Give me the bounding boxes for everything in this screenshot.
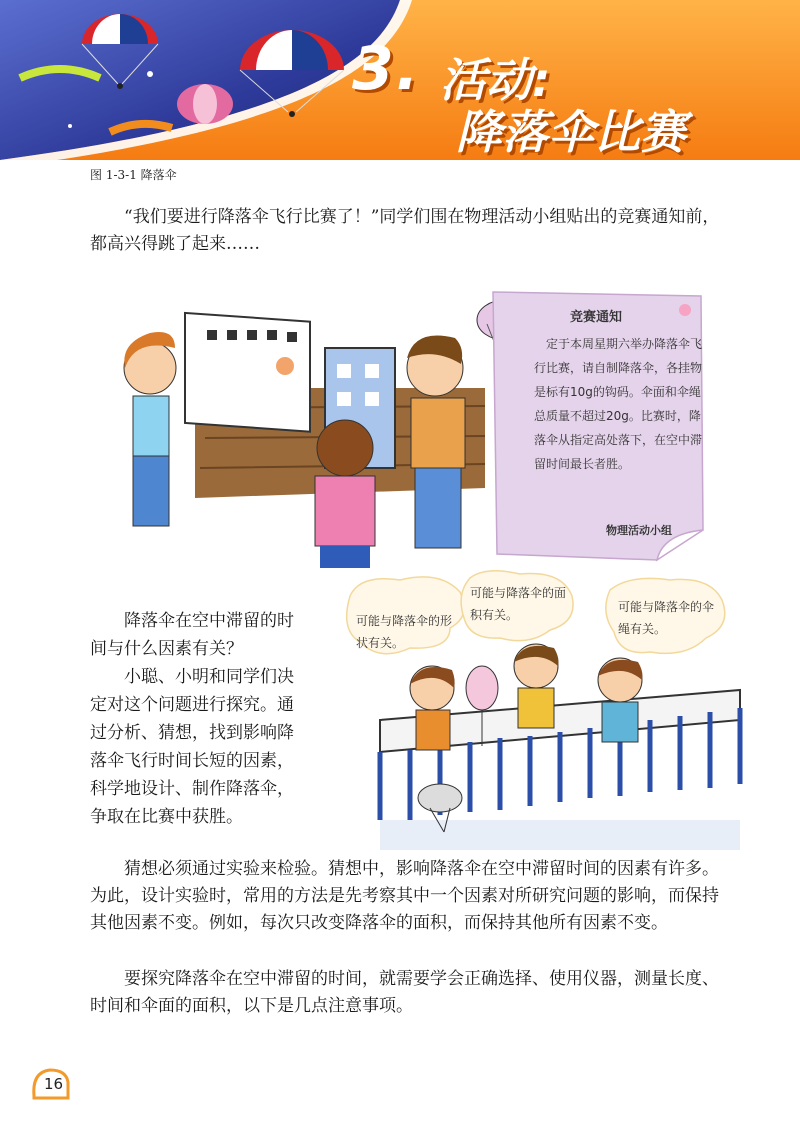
figure-caption: 图 1-3-1 降落伞 xyxy=(90,168,177,182)
notice-title: 竞赛通知 xyxy=(570,310,623,325)
student-boy xyxy=(514,644,559,728)
side-text-column xyxy=(90,607,305,831)
student-boy-pink xyxy=(315,420,375,568)
instruments-paragraph: 要探究降落伞在空中滞留的时间，就需要学会正确选择、使用仪器，测量长度、时间和伞面的面积，以下是几点注意事项。 xyxy=(90,969,719,1016)
notice-body: 定于本周星期六举办降落伞飞行比赛，请自制降落伞，各挂物是标有10g的钩码。伞面和伞绳总质量不超过20g。比赛时，降落伞从指定高处落下，在空中滞留时间最长者胜。 xyxy=(534,337,703,471)
question-paragraph: 降落伞在空中滞留的时间与什么因素有关？ xyxy=(90,611,294,659)
hypothesis-area: 可能与降落伞的面积有关。 xyxy=(470,586,567,622)
method-paragraph: 猜想必须通过实验来检验。猜想中，影响降落伞在空中滞留时间的因素有许多。为此，设计实验时，常用的方法是先考察其中一个因素对所研究问题的影响，而保持其他因素不变。例如，每次只改变降落伞的面积，而保持其他所有因素不变。 xyxy=(90,859,719,933)
notice-signature: 物理活动小组 xyxy=(606,524,672,537)
exploration-paragraph: 小聪、小明和同学们决定对这个问题进行探究。通过分析、猜想，找到影响降落伞飞行时间长短的因素，科学地设计、制作降落伞，争取在比赛中获胜。 xyxy=(90,667,294,827)
student-boy-pointing xyxy=(407,336,465,549)
activity-number: 3. xyxy=(352,34,421,104)
parachute-icon xyxy=(276,357,294,375)
chapter-header xyxy=(0,0,800,160)
student-girl xyxy=(124,332,176,526)
activity-title: 降落伞比赛 xyxy=(456,105,686,159)
page-number: 16 xyxy=(44,1075,64,1093)
hypothesis-shape: 可能与降落伞的形状有关。 xyxy=(356,614,453,650)
hypothesis-rope: 可能与降落伞的伞绳有关。 xyxy=(618,600,715,636)
activity-label: 活动: xyxy=(440,53,551,107)
parachute-icon xyxy=(177,84,233,124)
intro-paragraph: “我们要进行降落伞飞行比赛了！”同学们围在物理活动小组贴出的竞赛通知前，都高兴得跳了起来…… xyxy=(90,207,720,254)
student-girl xyxy=(410,666,455,750)
